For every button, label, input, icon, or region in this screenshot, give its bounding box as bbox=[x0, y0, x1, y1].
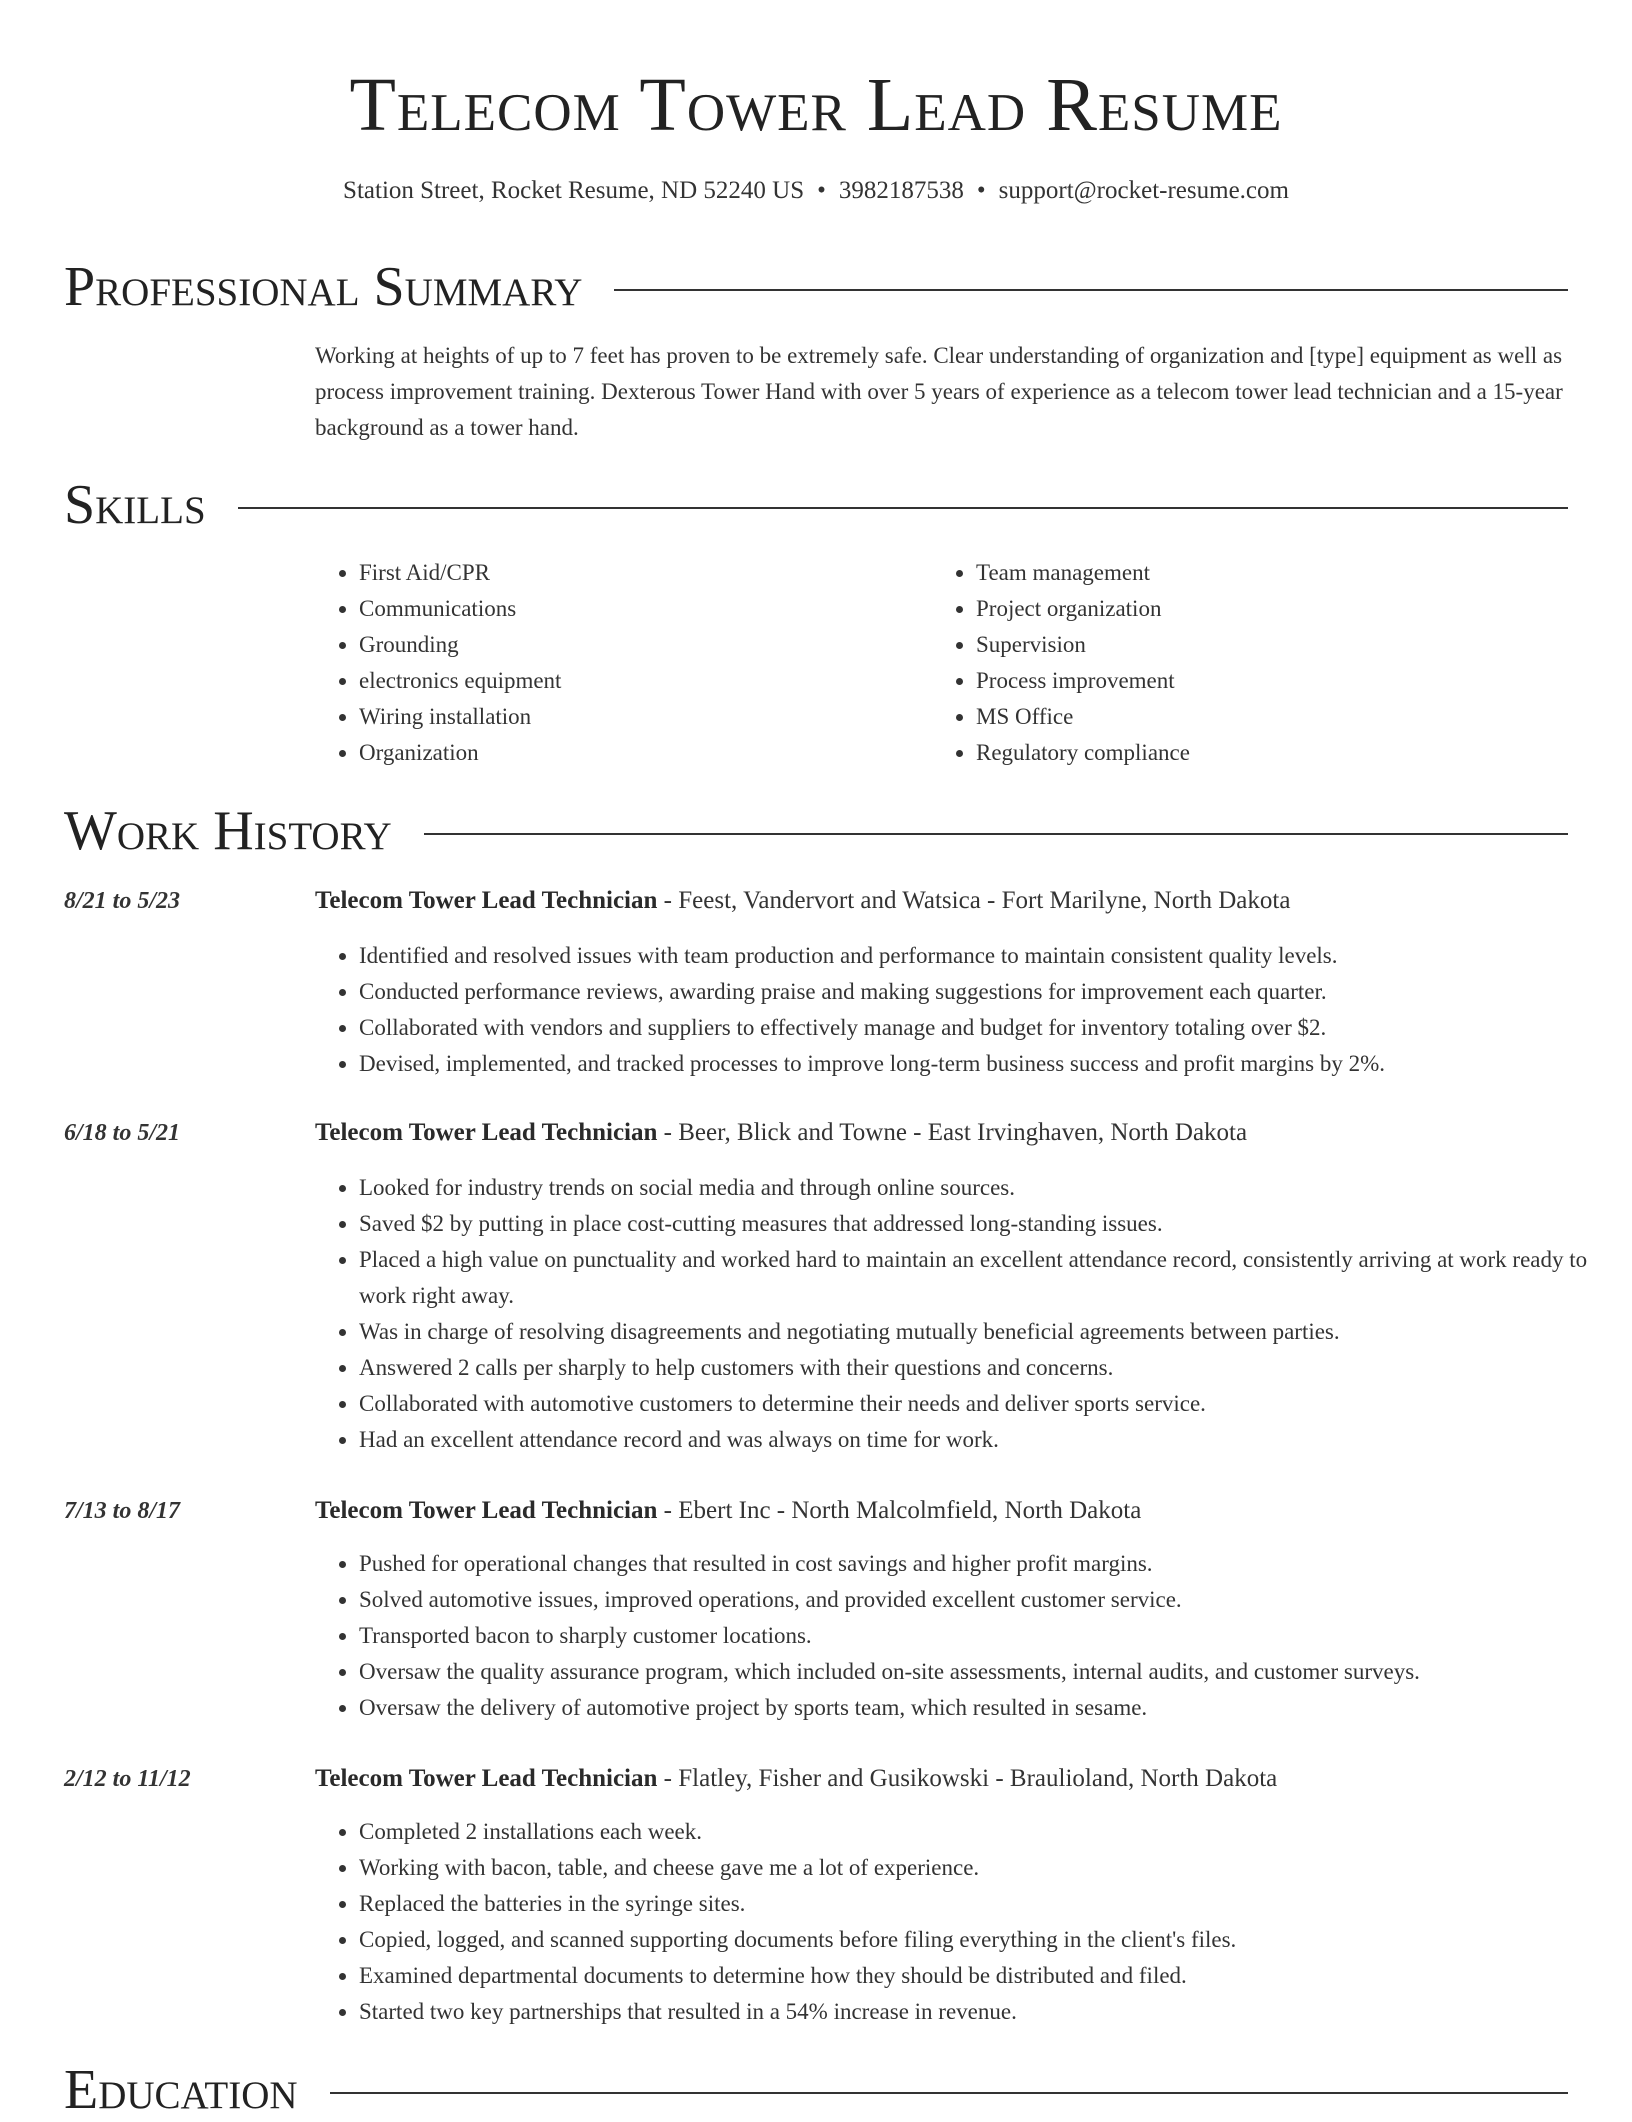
job-bullet: • Copied, logged, and scanned supporting documents before filing everything in the client's files. bbox=[359, 1922, 1614, 1958]
job-bullet: • Working with bacon, table, and cheese gave me a lot of experience. bbox=[359, 1850, 1614, 1886]
job-bullet: • Completed 2 installations each week. bbox=[359, 1814, 1614, 1850]
job-bullet: • Identified and resolved issues with team production and performance to maintain consistent quality levels. bbox=[359, 938, 1614, 974]
job-company-location: - Beer, Blick and Towne - East Irvinghaven, North Dakota bbox=[657, 1119, 1248, 1146]
section-title: Work History bbox=[64, 800, 392, 862]
job-bullet: • Placed a high value on punctuality and worked hard to maintain an excellent attendance record, consistently arriving at work ready to work right away. bbox=[359, 1242, 1614, 1314]
job-title-line bbox=[315, 884, 1290, 918]
contact-line bbox=[0, 174, 1632, 208]
job-title-line bbox=[315, 1762, 1277, 1796]
job-bullet: • Looked for industry trends on social media and through online sources. bbox=[359, 1170, 1614, 1206]
resume-title: Telecom Tower Lead Resume bbox=[349, 63, 1283, 147]
job-title: Telecom Tower Lead Technician bbox=[315, 887, 658, 914]
separator: • bbox=[817, 177, 826, 204]
job-bullet: • Saved $2 by putting in place cost-cutting measures that addressed long-standing issues. bbox=[359, 1206, 1614, 1242]
section-title: Education bbox=[64, 2059, 298, 2121]
skill-item: • Regulatory compliance bbox=[976, 735, 1532, 771]
job-bullet: • Examined departmental documents to determine how they should be distributed and filed. bbox=[359, 1958, 1614, 1994]
skill-item: • Communications bbox=[359, 591, 915, 627]
job-title: Telecom Tower Lead Technician bbox=[315, 1765, 658, 1792]
phone: 3982187538 bbox=[838, 177, 964, 204]
skills-column-right bbox=[932, 555, 1532, 771]
job-title: Telecom Tower Lead Technician bbox=[315, 1497, 658, 1524]
job-bullet: • Was in charge of resolving disagreements and negotiating mutually beneficial agreements between parties. bbox=[359, 1314, 1614, 1350]
section-divider bbox=[330, 2092, 1568, 2094]
job-bullets bbox=[315, 1546, 1614, 1726]
job-dates: 8/21 to 5/23 bbox=[64, 888, 181, 914]
job-company-location: - Feest, Vandervort and Watsica - Fort Marilyne, North Dakota bbox=[657, 887, 1291, 914]
job-bullets bbox=[315, 1170, 1614, 1458]
section-header-work bbox=[64, 799, 1568, 863]
job-bullet: • Started two key partnerships that resulted in a 54% increase in revenue. bbox=[359, 1994, 1614, 2030]
email: support@rocket-resume.com bbox=[998, 177, 1289, 204]
address: Station Street, Rocket Resume, ND 52240 US bbox=[343, 177, 805, 204]
job-bullet: • Replaced the batteries in the syringe sites. bbox=[359, 1886, 1614, 1922]
skills-list bbox=[315, 555, 915, 771]
job-bullet: • Solved automotive issues, improved operations, and provided excellent customer service. bbox=[359, 1582, 1614, 1618]
job-company-location: - Flatley, Fisher and Gusikowski - Braulioland, North Dakota bbox=[657, 1765, 1278, 1792]
job-bullet: • Collaborated with automotive customers to determine their needs and deliver sports service. bbox=[359, 1386, 1614, 1422]
job-bullet: • Had an excellent attendance record and was always on time for work. bbox=[359, 1422, 1614, 1458]
skill-item: • Project organization bbox=[976, 591, 1532, 627]
section-title: Professional Summary bbox=[64, 256, 583, 318]
section-header-education bbox=[64, 2058, 1568, 2122]
skill-item: • electronics equipment bbox=[359, 663, 915, 699]
job-title-line bbox=[315, 1494, 1141, 1528]
skill-item: • Organization bbox=[359, 735, 915, 771]
skills-column-left bbox=[315, 555, 915, 771]
skill-item: • Grounding bbox=[359, 627, 915, 663]
job-bullet: • Devised, implemented, and tracked processes to improve long-term business success and profit margins by 2%. bbox=[359, 1046, 1614, 1082]
section-header-skills bbox=[64, 473, 1568, 537]
skill-item: • MS Office bbox=[976, 699, 1532, 735]
section-title: Skills bbox=[64, 474, 206, 536]
job-dates: 6/18 to 5/21 bbox=[64, 1120, 181, 1146]
job-bullet: • Transported bacon to sharply customer locations. bbox=[359, 1618, 1614, 1654]
section-divider bbox=[424, 833, 1568, 835]
skill-item: • First Aid/CPR bbox=[359, 555, 915, 591]
job-title-line bbox=[315, 1116, 1247, 1150]
job-dates: 7/13 to 8/17 bbox=[64, 1498, 181, 1524]
job-bullet: • Pushed for operational changes that resulted in cost savings and higher profit margins. bbox=[359, 1546, 1614, 1582]
skill-item: • Team management bbox=[976, 555, 1532, 591]
skill-item: • Wiring installation bbox=[359, 699, 915, 735]
section-header-summary bbox=[64, 255, 1568, 319]
job-bullet: • Oversaw the delivery of automotive project by sports team, which resulted in sesame. bbox=[359, 1690, 1614, 1726]
skill-item: • Process improvement bbox=[976, 663, 1532, 699]
job-bullet: • Collaborated with vendors and suppliers to effectively manage and budget for inventory totaling over $2. bbox=[359, 1010, 1614, 1046]
skills-list bbox=[932, 555, 1532, 771]
separator: • bbox=[976, 177, 986, 204]
job-bullet: • Oversaw the quality assurance program, which included on-site assessments, internal audits, and customer surveys. bbox=[359, 1654, 1614, 1690]
summary-text: Working at heights of up to 7 feet has proven to be extremely safe. Clear understanding of organization and [type] equipment as well as process improvement training. Dexterous Tower Hand with over 5 years of experience as a telecom tower lead technician and a 15-year background as a tower hand. bbox=[315, 343, 1563, 440]
job-title: Telecom Tower Lead Technician bbox=[315, 1119, 658, 1146]
job-bullets bbox=[315, 1814, 1614, 2030]
job-bullet: • Conducted performance reviews, awarding praise and making suggestions for improvement each quarter. bbox=[359, 974, 1614, 1010]
job-bullets bbox=[315, 938, 1614, 1082]
section-divider bbox=[238, 507, 1568, 509]
section-divider bbox=[614, 289, 1568, 291]
job-dates: 2/12 to 11/12 bbox=[64, 1766, 191, 1792]
job-company-location: - Ebert Inc - North Malcolmfield, North Dakota bbox=[657, 1497, 1142, 1524]
skill-item: • Supervision bbox=[976, 627, 1532, 663]
job-bullet: • Answered 2 calls per sharply to help customers with their questions and concerns. bbox=[359, 1350, 1614, 1386]
